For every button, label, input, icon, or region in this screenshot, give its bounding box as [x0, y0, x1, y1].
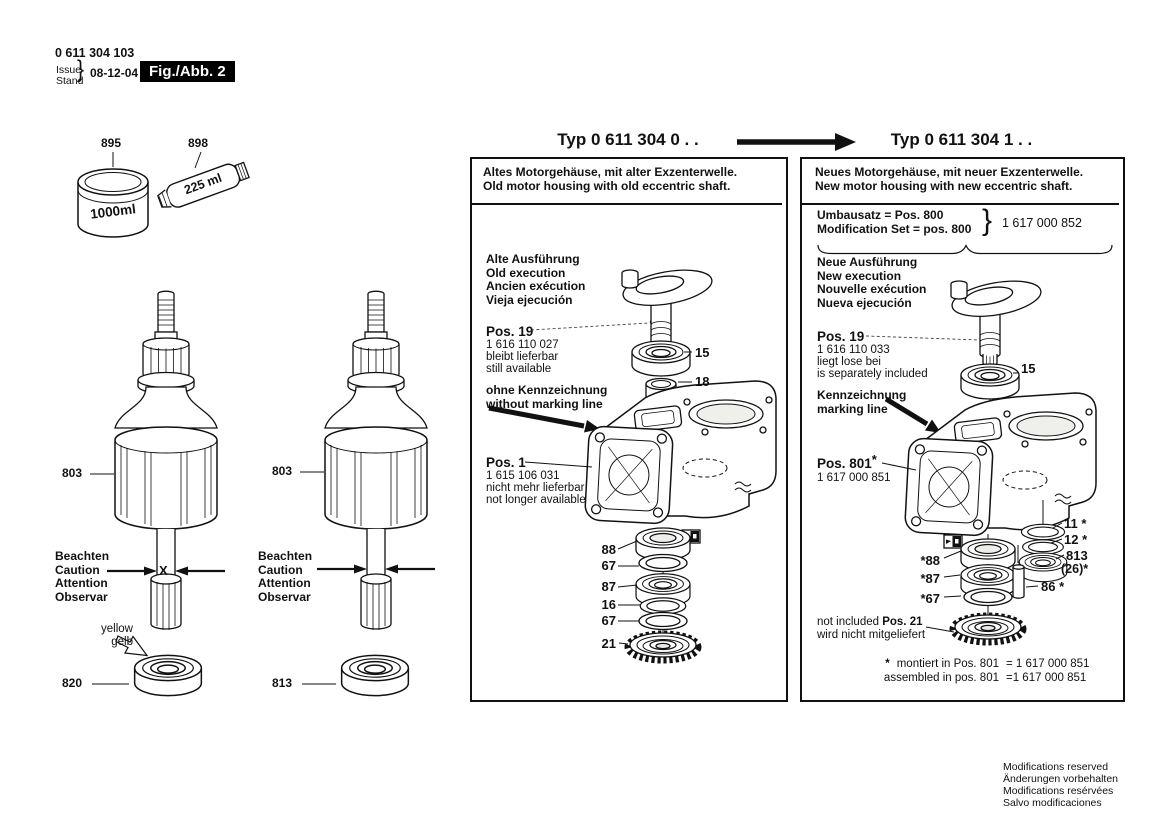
- modset-line: Umbausatz = Pos. 800: [817, 208, 944, 222]
- not-included-note: [817, 616, 925, 641]
- modset-number: 1 617 000 852: [1002, 216, 1082, 230]
- old-pos1-note-en: not longer available: [486, 494, 586, 506]
- grease-tub-drawing: [78, 152, 148, 237]
- shaft-x-mark: X: [159, 563, 168, 578]
- execution-line: Nueva ejecución: [817, 295, 912, 310]
- footnote-value: =1 617 000 851: [1006, 671, 1087, 684]
- pos801-star: *: [871, 452, 877, 467]
- caution-line: Attention: [55, 576, 108, 590]
- callout-21-old: 21: [601, 636, 616, 651]
- new-execution-block: [817, 256, 926, 310]
- execution-line: Ancien exécution: [486, 279, 586, 293]
- execution-line: Nouvelle exécution: [817, 282, 927, 296]
- new-pos801-label: [817, 452, 877, 471]
- heading-line: New motor housing with new eccentric shaft.: [815, 178, 1073, 193]
- footnote-star: *: [885, 658, 890, 670]
- new-pos19-note-en: is separately included: [817, 368, 928, 380]
- callout-67a-old: 67: [601, 558, 616, 573]
- issue-label: Issue: [56, 64, 82, 76]
- footnote-line1: [855, 658, 1110, 672]
- callout-67-new: *67: [920, 591, 940, 606]
- heading-line: Altes Motorgehäuse, mit alter Exzenterwelle.: [483, 165, 738, 179]
- footer-line: Modifications reserved: [1003, 761, 1109, 773]
- old-execution-block: [486, 253, 585, 307]
- new-pos19-note-de: liegt lose bei: [817, 356, 881, 368]
- callout-88-old: 88: [601, 542, 616, 557]
- footnote-label: montiert in Pos. 801: [896, 658, 999, 670]
- stand-label: Stand: [56, 75, 84, 87]
- old-marking-note: [486, 384, 607, 411]
- old-pos1-number: 1 615 106 031: [486, 470, 560, 482]
- execution-line: Neue Ausführung: [817, 255, 918, 269]
- callout-813: 813: [1066, 548, 1088, 563]
- tube-ref-label: 898: [188, 136, 209, 150]
- caution-line: Attention: [258, 576, 311, 590]
- execution-line: New execution: [817, 268, 902, 283]
- assembly-footnote: [855, 658, 1110, 685]
- not-included-line1: not included Pos. 21: [817, 616, 923, 628]
- bearing-813-ref: 813: [272, 676, 293, 690]
- old-panel-heading-rule: [472, 203, 782, 205]
- caution-line: Beachten: [258, 549, 313, 563]
- caution-line: Observar: [55, 589, 108, 604]
- marking-line: ohne Kennzeichnung: [486, 383, 608, 397]
- callout-87-old: 87: [601, 579, 616, 594]
- marking-line: marking line: [817, 401, 888, 416]
- old-pos19-label: Pos. 19: [486, 324, 534, 339]
- new-panel-heading-rule: [802, 203, 1119, 205]
- callout-26: (26)*: [1061, 562, 1089, 576]
- old-pos1-note-de: nicht mehr lieferbar: [486, 482, 585, 494]
- armature-left-caution: [55, 550, 109, 604]
- footer-line: Modifications resérvées: [1003, 785, 1114, 797]
- footnote-value: = 1 617 000 851: [1006, 658, 1090, 670]
- old-pos1-label: Pos. 1: [486, 455, 526, 470]
- armature-right-drawing: [300, 291, 435, 695]
- pos801-text: Pos. 801: [817, 456, 872, 471]
- new-type-title: Typ 0 611 304 1 . .: [890, 130, 1033, 149]
- color-note: [78, 623, 133, 648]
- new-marking-note: [817, 389, 906, 416]
- old-type-panel: [470, 157, 788, 702]
- old-type-title: Typ 0 611 304 0 . .: [557, 130, 699, 149]
- tube-volume-label: 225 ml: [182, 170, 224, 198]
- callout-18-old: 18: [695, 374, 710, 389]
- heading-line: Neues Motorgehäuse, mit neuer Exzenterwelle.: [815, 165, 1084, 179]
- caution-line: Caution: [55, 562, 100, 577]
- marking-line: without marking line: [486, 396, 603, 411]
- caution-line: Caution: [258, 562, 303, 577]
- armature-right-caution: [258, 550, 312, 604]
- callout-16-old: 16: [601, 597, 616, 612]
- bearing-820-ref: 820: [62, 676, 83, 690]
- color-note-line: gelb: [111, 635, 133, 648]
- tub-volume-label: 1000ml: [89, 201, 137, 222]
- caution-line: Beachten: [55, 549, 110, 563]
- heading-line: Old motor housing with old eccentric shaft.: [483, 178, 731, 193]
- footer-line: Änderungen vorbehalten: [1003, 773, 1119, 785]
- execution-line: Vieja ejecución: [486, 292, 573, 307]
- old-pos19-note-de: bleibt lieferbar: [486, 351, 559, 363]
- armature-right-ref: 803: [272, 464, 293, 478]
- modset-line: Modification Set = pos. 800: [817, 221, 972, 236]
- footer-line: Salvo modificaciones: [1003, 797, 1102, 809]
- footnote-label: assembled in pos. 801: [883, 671, 999, 684]
- tub-ref-label: 895: [101, 136, 122, 150]
- armature-left-ref: 803: [62, 466, 83, 480]
- modifications-footer: [1003, 761, 1118, 809]
- color-note-line: yellow: [101, 623, 133, 635]
- callout-88-new: *88: [920, 553, 940, 568]
- figure-label: Fig./Abb. 2: [140, 61, 235, 82]
- callout-87-new: *87: [920, 571, 940, 586]
- modset-block: [817, 209, 971, 236]
- footnote-line2: [855, 672, 1110, 686]
- document-part-number: 0 611 304 103: [55, 46, 135, 60]
- new-pos801-number: 1 617 000 851: [817, 472, 891, 484]
- new-panel-heading: [815, 166, 1083, 193]
- issue-date: 08-12-04: [90, 66, 139, 80]
- callout-86: 86 *: [1041, 579, 1065, 594]
- callout-15-new: 15: [1021, 361, 1036, 376]
- new-pos19-label: Pos. 19: [817, 329, 865, 344]
- new-pos19-number: 1 616 110 033: [817, 344, 890, 356]
- callout-15-old: 15: [695, 345, 710, 360]
- callout-11: 11 *: [1064, 516, 1087, 531]
- marking-line: Kennzeichnung: [817, 388, 907, 402]
- old-panel-heading: [483, 166, 737, 193]
- modset-brace: }: [982, 204, 993, 237]
- execution-line: Alte Ausführung: [486, 252, 580, 266]
- not-included-line2: wird nicht mitgeliefert: [817, 628, 926, 641]
- execution-line: Old execution: [486, 265, 566, 280]
- callout-12: 12 *: [1064, 532, 1088, 547]
- caution-line: Observar: [258, 589, 311, 604]
- issue-brace: }: [77, 56, 85, 83]
- old-pos19-number: 1 616 110 027: [486, 339, 559, 351]
- callout-67b-old: 67: [601, 613, 616, 628]
- old-pos19-note-en: still available: [486, 363, 552, 375]
